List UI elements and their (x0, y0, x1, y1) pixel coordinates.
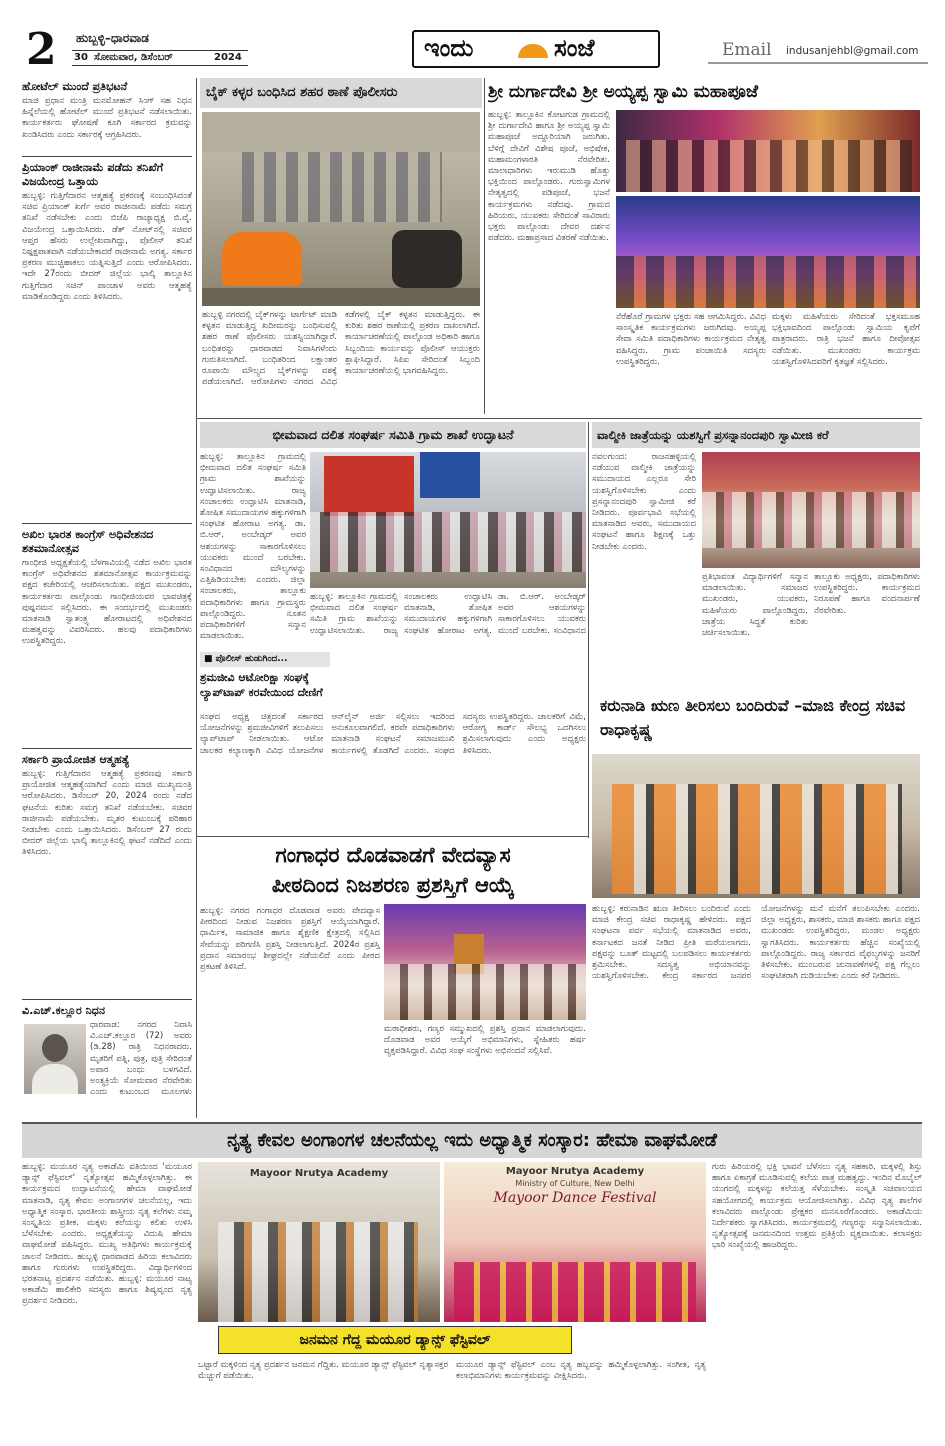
column-divider (588, 422, 589, 838)
bhimavada-story (200, 422, 586, 650)
story-body: ಹುಬ್ಬಳ್ಳಿ: ನಗರದ ಗಂಗಾಧರ ದೊಡವಾಡ ಅವರು ವೇದವ್ಯಾಸ ಪೀಠದಿಂದ ನೀಡುವ ನಿಜಶರಣ ಪ್ರಶಸ್ತಿಗೆ ಆಯ್ಕೆಯಾಗಿದ್ದಾರೆ. ಧಾರ್ಮಿಕ, ಸಾಮಾಜಿಕ ಹಾಗೂ ಶೈಕ್ಷಣಿಕ ಕ್ಷೇತ್ರದಲ್ಲಿ ಸಲ್ಲಿಸಿದ ಸೇವೆಯನ್ನು ಪರಿಗಣಿಸಿ ಪ್ರಶಸ್ತಿ ನೀಡಲಾಗುತ್ತಿದೆ. 2024ರ ಪ್ರಶಸ್ತಿ ಪ್ರದಾನ ಸಮಾರಂಭ ಶೀಘ್ರದಲ್ಲೇ ನಡೆಯಲಿದೆ ಎಂದು ಪೀಠದ ಪ್ರಕಟಣೆ ತಿಳಿಸಿದೆ. (200, 906, 380, 973)
news-photo (592, 754, 920, 898)
news-photo (702, 452, 920, 568)
section-divider (196, 418, 922, 419)
column-divider (484, 78, 485, 414)
story-body: ನೆರೆಹೊರೆ ಗ್ರಾಮಗಳ ಭಕ್ತರು ಸಹ ಆಗಮಿಸಿದ್ದರು. ವಿವಿಧ ಸಾಂಸ್ಕೃತಿಕ ಕಾರ್ಯಕ್ರಮಗಳು ಜರುಗಿದವು. ಅಯ್ಯಪ್ಪ ಸೇವಾ ಸಮಿತಿ ಪದಾಧಿಕಾರಿಗಳು ಕಾರ್ಯಕ್ರಮದ ನೇತೃತ್ವ ವಹಿಸಿದ್ದರು. ಗ್ರಾಮ ಪಂಚಾಯಿತಿ ಸದಸ್ಯರು ಉಪಸ್ಥಿತರಿದ್ದರು. (616, 312, 766, 367)
story-body: ಸಂಘದ ಅಧ್ಯಕ್ಷ ಚಿತ್ರದಂತೆ ಸರ್ಕಾರದ ಯೋಜನೆಗಳನ್ನು ಶ್ರಮಜೀವಿಗಳಿಗೆ ತಲುಪಿಸಲು ಲ್ಯಾಪ್‌ಟಾಪ್ ನೀಡಲಾಯಿತು. ಆಟೋ ಚಾಲಕರ ಕಲ್ಯಾಣಕ್ಕಾಗಿ ವಿವಿಧ ಯೋಜನೆಗಳ ಆನ್‌ಲೈನ್ ಅರ್ಜಿ ಸಲ್ಲಿಸಲು ಇದರಿಂದ ಅನುಕೂಲವಾಗಲಿದೆ. ಕರವೇ ಪದಾಧಿಕಾರಿಗಳು ಮಾತನಾಡಿ ಸಂಘಟನೆ ಸಮಾಜಮುಖಿ ಕಾರ್ಯಗಳಲ್ಲಿ ತೊಡಗಿದೆ ಎಂದರು. ಸಂಘದ ಸದಸ್ಯರು ಉಪಸ್ಥಿತರಿದ್ದರು. ಚಾಲಕರಿಗೆ ವಿಮೆ, ಆರೋಗ್ಯ ಕಾರ್ಡ್ ಸೌಲಭ್ಯ ಒದಗಿಸಲು ಶ್ರಮಿಸಲಾಗುವುದು ಎಂದು ಅಧ್ಯಕ್ಷರು ತಿಳಿಸಿದರು. (200, 712, 586, 756)
story-body: ಹುಬ್ಬಳ್ಳಿ: ತಾಲ್ಲೂಕಿನ ಕೋಟಗುಡ ಗ್ರಾಮದಲ್ಲಿ ಶ್ರೀ ದುರ್ಗಾದೇವಿ ಹಾಗೂ ಶ್ರೀ ಅಯ್ಯಪ್ಪ ಸ್ವಾಮಿ ಮಹಾಪೂಜೆ ಅದ್ದೂರಿಯಾಗಿ ಜರುಗಿತು. ಬೆಳಿಗ್ಗೆ ದೇವಿಗೆ ವಿಶೇಷ ಪೂಜೆ, ಅಭಿಷೇಕ, ಮಹಾಮಂಗಳಾರತಿ ನೆರವೇರಿತು. ಮಾಲಾಧಾರಿಗಳು ಇರುಮುಡಿ ಹೊತ್ತು ಭಕ್ತಿಯಿಂದ ಪಾಲ್ಗೊಂಡರು. ಗುರುಸ್ವಾಮಿಗಳ ನೇತೃತ್ವದಲ್ಲಿ ಪಡಿಪೂಜೆ, ಭಜನೆ ಕಾರ್ಯಕ್ರಮಗಳು ನಡೆದವು. ಗ್ರಾಮದ ಹಿರಿಯರು, ಯುವಕರು ಸೇರಿದಂತೆ ಸಾವಿರಾರು ಭಕ್ತರು ಪಾಲ್ಗೊಂಡು ದೇವರ ದರ್ಶನ ಪಡೆದರು. ಮಹಾಪ್ರಸಾದ ವಿತರಣೆ ನಡೆಯಿತು. (488, 110, 610, 244)
story-title: ಬೈಕ್ ಕಳ್ಳರ ಬಂಧಿಸಿದ ಶಹರ ಠಾಣೆ ಪೊಲೀಸರು (200, 78, 482, 108)
story-body: ಧಾರವಾಡ: ನಗರದ ನಿವಾಸಿ ವಿ.ಎಚ್.ಕಲ್ಲೂರ (72) ಅವರು (ಡಿ.28) ರಾತ್ರಿ ನಿಧನರಾದರು. ಮೃತರಿಗೆ ಪತ್ನಿ, ಪುತ್ರ, ಪುತ್ರಿ ಸೇರಿದಂತೆ ಅಪಾರ ಬಂಧು ಬಳಗವಿದೆ. ಅಂತ್ಯಕ್ರಿಯೆ ಸೋಮವಾರ ನೆರವೇರಿತು ಎಂದು ಕುಟುಂಬದ ಮೂಲಗಳು (90, 1020, 192, 1098)
story-title: ಹೋಟೆಲ್ ಮುಂದೆ ಪ್ರತಿಭಟನೆ (22, 80, 128, 93)
banner-text: Mayoor Dance Festival (493, 1190, 657, 1206)
story-body: ನವಲಗುಂದ: ರಾಜನಹಳ್ಳಿಯಲ್ಲಿ ನಡೆಯುವ ವಾಲ್ಮೀಕಿ ಜಾತ್ರೆಯನ್ನು ಸಮುದಾಯದ ಎಲ್ಲರೂ ಸೇರಿ ಯಶಸ್ವಿಗೊಳಿಸಬೇಕು ಎಂದು ಪ್ರಸನ್ನಾನಂದಪುರಿ ಸ್ವಾಮೀಜಿ ಕರೆ ನೀಡಿದರು. ಪೂರ್ವಭಾವಿ ಸಭೆಯಲ್ಲಿ ಮಾತನಾಡಿದ ಅವರು, ಸಮುದಾಯದ ಸಂಘಟನೆ ಹಾಗೂ ಶಿಕ್ಷಣಕ್ಕೆ ಒತ್ತು ನೀಡಬೇಕು ಎಂದರು. (592, 452, 696, 552)
dateline-city: ಹುಬ್ಬಳ್ಳಿ–ಧಾರವಾಡ (76, 31, 149, 45)
headline-line: ಪೀಠದಿಂದ ನಿಜಶರಣ ಪ್ರಶಸ್ತಿಗೆ ಆಯ್ಕೆ (271, 873, 515, 897)
masthead (0, 0, 945, 78)
left-column (22, 78, 192, 1118)
email-underline (708, 62, 928, 64)
dance-story (22, 1124, 922, 1424)
logo-left: ಇಂದು (424, 34, 474, 62)
news-photo (616, 110, 920, 192)
story-body: ಹುಬ್ಬಳ್ಳಿ: ಗುತ್ತಿಗೆದಾರನ ಆತ್ಮಹತ್ಯೆ ಪ್ರಕರಣವು ಸರ್ಕಾರಿ ಪ್ರಾಯೋಜಿತ ಆತ್ಮಹತ್ಯೆಯಾಗಿದೆ ಎಂದು ಮಾಜಿ ಮುಖ್ಯಮಂತ್ರಿ ಆರೋಪಿಸಿದರು. ಡಿಸೆಂಬರ್ 20, 2024 ರಂದು ನಡೆದ ಘಟನೆಯ ಕುರಿತು ಸಮಗ್ರ ತನಿಖೆ ನಡೆಯಬೇಕು. ಸಚಿವರ ರಾಜೀನಾಮೆ ಪಡೆಯಬೇಕು. ಮೃತರ ಕುಟುಂಬಕ್ಕೆ ಪರಿಹಾರ ನೀಡಬೇಕು ಎಂದು ಒತ್ತಾಯಿಸಿದರು. ಡಿಸೆಂಬರ್ 27 ರಂದು ಬೀದರ್ ಜಿಲ್ಲೆಯ ಭಾಲ್ಕಿ ತಾಲ್ಲೂಕಿನಲ್ಲಿ ಘಟನೆ ನಡೆದಿದೆ ಎಂದು ತಿಳಿಸಿದರು. (22, 769, 192, 858)
logo (412, 30, 660, 68)
karunadu-story (592, 690, 920, 1118)
story-body: ಒಟ್ಟಾರೆ ಮಕ್ಕಳಿಂದ ನೃತ್ಯ ಪ್ರದರ್ಶನ ಜನಮನ ಗೆದ್ದಿತು. ಮಯೂರ ಡ್ಯಾನ್ಸ್ ಫೆಸ್ಟಿವಲ್ ನೃತ್ಯಾಸಕ್ತರ ಮೆಚ್ಚುಗೆ ಪಡೆಯಿತು. (198, 1360, 448, 1382)
sun-icon (518, 44, 548, 58)
story-body: ಹುಬ್ಬಳ್ಳಿ: ಕರುನಾಡಿನ ಋಣ ತೀರಿಸಲು ಬಂದಿರುವೆ ಎಂದು ಮಾಜಿ ಕೇಂದ್ರ ಸಚಿವ ರಾಧಾಕೃಷ್ಣ ಹೇಳಿದರು. ಪಕ್ಷದ ಸಂಘಟನಾ ಪರ್ವ ಸಭೆಯಲ್ಲಿ ಮಾತನಾಡಿದ ಅವರು, ಕರ್ನಾಟಕದ ಜನತೆ ನೀಡಿದ ಪ್ರೀತಿ ಮರೆಯಲಾಗದು. ಪಕ್ಷವನ್ನು ಬೂತ್ ಮಟ್ಟದಲ್ಲಿ ಬಲಪಡಿಸಲು ಕಾರ್ಯಕರ್ತರು ಶ್ರಮಿಸಬೇಕು. ಸದಸ್ಯತ್ವ ಅಭಿಯಾನವನ್ನು ಯಶಸ್ವಿಗೊಳಿಸಬೇಕು. ಕೇಂದ್ರ ಸರ್ಕಾರದ ಜನಪರ ಯೋಜನೆಗಳನ್ನು ಮನೆ ಮನೆಗೆ ತಲುಪಿಸಬೇಕು ಎಂದರು. ಜಿಲ್ಲಾ ಅಧ್ಯಕ್ಷರು, ಶಾಸಕರು, ಮಾಜಿ ಶಾಸಕರು ಹಾಗೂ ಪಕ್ಷದ ಮುಖಂಡರು ಉಪಸ್ಥಿತರಿದ್ದರು. ಮಂಡಲ ಅಧ್ಯಕ್ಷರು ಸ್ವಾಗತಿಸಿದರು. ಕಾರ್ಯಕರ್ತರು ಹೆಚ್ಚಿನ ಸಂಖ್ಯೆಯಲ್ಲಿ ಪಾಲ್ಗೊಂಡಿದ್ದರು. ರಾಜ್ಯ ಸರ್ಕಾರದ ವೈಫಲ್ಯಗಳನ್ನು ಜನರಿಗೆ ತಿಳಿಸಬೇಕು. ಮುಂಬರುವ ಚುನಾವಣೆಗಳಲ್ಲಿ ಪಕ್ಷ ಗೆಲ್ಲಲು ಸಂಘಟಿತರಾಗಿ ದುಡಿಯಬೇಕು ಎಂದು ಕರೆ ನೀಡಿದರು. (592, 904, 920, 982)
story-body: ಮಕ್ಕಳು ಮಹಿಳೆಯರು ಸೇರಿದಂತೆ ಭಕ್ತಸಮೂಹ ಭಕ್ತಿಭಾವದಿಂದ ಪಾಲ್ಗೊಂಡು ಸ್ವಾಮಿಯ ಕೃಪೆಗೆ ಪಾತ್ರರಾದರು. ರಾತ್ರಿ ಭಜನೆ ಹಾಗೂ ದೀಪೋತ್ಸವ ನಡೆಯಿತು. ಮುಖಂಡರು ಕಾರ್ಯಕ್ರಮ ಯಶಸ್ವಿಗೊಳಿಸಿದವರಿಗೆ ಕೃತಜ್ಞತೆ ಸಲ್ಲಿಸಿದರು. (772, 312, 920, 367)
email-label: Email (722, 40, 772, 60)
email-address[interactable]: indusanjehbl@gmail.com (786, 45, 919, 57)
story-body: ಹುಬ್ಬಳ್ಳಿ ನಗರದಲ್ಲಿ ಬೈಕ್‌ಗಳನ್ನು ಟಾರ್ಗೆಟ್ ಮಾಡಿ ಕಳ್ಳತನ ಮಾಡುತ್ತಿದ್ದ ಖದೀಮರನ್ನು ಬಂಧಿಸುವಲ್ಲಿ ಶಹರ ಠಾಣೆ ಪೊಲೀಸರು ಯಶಸ್ವಿಯಾಗಿದ್ದಾರೆ. ಬಂಧಿತರನ್ನು ಧಾರವಾಡದ ನಿವಾಸಿಗಳೆಂದು ಗುರುತಿಸಲಾಗಿದೆ. ಬಂಧಿತರಿಂದ ಲಕ್ಷಾಂತರ ರೂಪಾಯಿ ಮೌಲ್ಯದ ಬೈಕ್‌ಗಳನ್ನು ವಶಕ್ಕೆ ಪಡೆಯಲಾಗಿದೆ. ಆರೋಪಿಗಳು ನಗರದ ವಿವಿಧ ಕಡೆಗಳಲ್ಲಿ ಬೈಕ್ ಕಳ್ಳತನ ಮಾಡುತ್ತಿದ್ದರು. ಈ ಕುರಿತು ಶಹರ ಠಾಣೆಯಲ್ಲಿ ಪ್ರಕರಣ ದಾಖಲಾಗಿದೆ. ಕಾರ್ಯಾಚರಣೆಯಲ್ಲಿ ಪಾಲ್ಗೊಂಡ ಅಧಿಕಾರಿ ಹಾಗೂ ಸಿಬ್ಬಂದಿಯ ಕಾರ್ಯವನ್ನು ಪೊಲೀಸ್ ಆಯುಕ್ತರು ಶ್ಲಾಘಿಸಿದ್ದಾರೆ. ಸಿಪಿಐ ಸೇರಿದಂತೆ ಸಿಬ್ಬಂದಿ ಕಾರ್ಯಾಚರಣೆಯಲ್ಲಿ ಭಾಗವಹಿಸಿದ್ದರು. (202, 310, 480, 388)
column-divider (196, 78, 197, 1118)
story-subhead: ಜನಮನ ಗೆದ್ದ ಮಯೂರ ಡ್ಯಾನ್ಸ್ ಫೆಸ್ಟಿವಲ್ (218, 1326, 572, 1354)
news-photo (616, 196, 920, 308)
story-body: ಹುಬ್ಬಳ್ಳಿ: ತಾಲ್ಲೂಕಿನ ಗ್ರಾಮದಲ್ಲಿ ಭೀಮವಾದ ದಲಿತ ಸಂಘರ್ಷ ಸಮಿತಿ ಗ್ರಾಮ ಶಾಖೆಯನ್ನು ಉದ್ಘಾಟಿಸಲಾಯಿತು. ರಾಜ್ಯ ಸಂಚಾಲಕರು ಉದ್ಘಾಟಿಸಿ ಮಾತನಾಡಿ, ಶೋಷಿತ ಸಮುದಾಯಗಳ ಹಕ್ಕುಗಳಿಗಾಗಿ ಸಂಘಟಿತ ಹೋರಾಟ ಅಗತ್ಯ. ಡಾ. ಬಿ.ಆರ್. ಅಂಬೇಡ್ಕರ್ ಅವರ ಆಶಯಗಳನ್ನು ಸಾಕಾರಗೊಳಿಸಲು ಯುವಕರು ಮುಂದೆ ಬರಬೇಕು. ಸಂವಿಧಾನದ ಮೌಲ್ಯಗಳನ್ನು ಎತ್ತಿಹಿಡಿಯಬೇಕು ಎಂದರು. ಜಿಲ್ಲಾ ಸಂಚಾಲಕರು, ತಾಲ್ಲೂಕು ಪದಾಧಿಕಾರಿಗಳು ಹಾಗೂ ಗ್ರಾಮಸ್ಥರು ಪಾಲ್ಗೊಂಡಿದ್ದರು. ನೂತನ ಪದಾಧಿಕಾರಿಗಳಿಗೆ ಸನ್ಮಾನ ಮಾಡಲಾಯಿತು. (200, 452, 306, 642)
banner-text: Mayoor Nrutya Academy (249, 1168, 389, 1179)
story-title: ಅಖಿಲ ಭಾರತ ಕಾಂಗ್ರೆಸ್ ಅಧಿವೇಶನದ ಶತಮಾನೋತ್ಸವ (22, 523, 192, 558)
story-body: ಹುಬ್ಬಳ್ಳಿ: ಗುತ್ತಿಗೆದಾರನ ಆತ್ಮಹತ್ಯೆ ಪ್ರಕರಣಕ್ಕೆ ಸಂಬಂಧಿಸಿದಂತೆ ಸಚಿವ ಪ್ರಿಯಾಂಕ್ ಖರ್ಗೆ ಅವರ ರಾಜೀನಾಮೆ ಪಡೆದು ಸಮಗ್ರ ತನಿಖೆ ನಡೆಸಬೇಕು ಎಂದು ಬಿಜೆಪಿ ರಾಜ್ಯಾಧ್ಯಕ್ಷ ಬಿ.ವೈ. ವಿಜಯೇಂದ್ರ ಒತ್ತಾಯಿಸಿದರು. ಡೆತ್ ನೋಟ್‌ನಲ್ಲಿ ಸಚಿವರ ಆಪ್ತರ ಹೆಸರು ಉಲ್ಲೇಖವಾಗಿದ್ದು, ಪೊಲೀಸ್ ತನಿಖೆ ನಿಷ್ಪಕ್ಷಪಾತವಾಗಿ ನಡೆಯಬೇಕಾದರೆ ರಾಜೀನಾಮೆ ಅಗತ್ಯ. ಸರ್ಕಾರ ಪ್ರಕರಣ ಮುಚ್ಚಿಹಾಕಲು ಯತ್ನಿಸುತ್ತಿದೆ ಎಂದು ಆರೋಪಿಸಿದರು. ಇದೇ 27ರಂದು ಬೀದರ್ ಜಿಲ್ಲೆಯ ಭಾಲ್ಕಿ ತಾಲ್ಲೂಕಿನ ಗುತ್ತಿಗೆದಾರ ಸಚಿನ್ ಪಾಂಚಾಳ ಅವರು ಆತ್ಮಹತ್ಯೆ ಮಾಡಿಕೊಂಡಿದ್ದರು ಎಂದು ತಿಳಿಸಿದರು. (22, 191, 192, 302)
story-body: ಗಾಂಧೀಜಿ ಅಧ್ಯಕ್ಷತೆಯಲ್ಲಿ ಬೆಳಗಾವಿಯಲ್ಲಿ ನಡೆದ ಅಖಿಲ ಭಾರತ ಕಾಂಗ್ರೆಸ್ ಅಧಿವೇಶನದ ಶತಮಾನೋತ್ಸವ ಕಾರ್ಯಕ್ರಮವನ್ನು ಪಕ್ಷದ ಕಚೇರಿಯಲ್ಲಿ ಆಚರಿಸಲಾಯಿತು. ಪಕ್ಷದ ಮುಖಂಡರು, ಕಾರ್ಯಕರ್ತರು ಪಾಲ್ಗೊಂಡು ಗಾಂಧೀಜಿಯವರ ಭಾವಚಿತ್ರಕ್ಕೆ ಪುಷ್ಪನಮನ ಸಲ್ಲಿಸಿದರು. ಈ ಸಂದರ್ಭದಲ್ಲಿ ಮುಖಂಡರು ಮಾತನಾಡಿ ಸ್ವಾತಂತ್ರ್ಯ ಹೋರಾಟದಲ್ಲಿ ಅಧಿವೇಶನದ ಮಹತ್ವವನ್ನು ವಿವರಿಸಿದರು. ಹಲವು ಪದಾಧಿಕಾರಿಗಳು ಉಪಸ್ಥಿತರಿದ್ದರು. (22, 558, 192, 647)
labour-story (200, 652, 586, 832)
story-body: ಹುಬ್ಬಳ್ಳಿ: ಮಯೂರ ನೃತ್ಯ ಅಕಾಡೆಮಿ ವತಿಯಿಂದ 'ಮಯೂರ ಡ್ಯಾನ್ಸ್ ಫೆಸ್ಟಿವಲ್' ನೃತ್ಯೋತ್ಸವ ಹಮ್ಮಿಕೊಳ್ಳಲಾಗಿತ್ತು. ಈ ಕಾರ್ಯಕ್ರಮದ ಉದ್ಘಾಟನೆಯಲ್ಲಿ ಹೇಮಾ ವಾಘಮೋಡೆ ಮಾತನಾಡಿ, ನೃತ್ಯ ಕೇವಲ ಅಂಗಾಂಗಗಳ ಚಲನೆಯಲ್ಲ, ಇದು ಅಧ್ಯಾತ್ಮಿಕ ಸಂಸ್ಕಾರ. ಭಾರತೀಯ ಶಾಸ್ತ್ರೀಯ ನೃತ್ಯ ಕಲೆಗಳು ನಮ್ಮ ಸಂಸ್ಕೃತಿಯ ಪ್ರತೀಕ. ಮಕ್ಕಳು ಕಲೆಯನ್ನು ಕಲಿತು ಉಳಿಸಿ ಬೆಳೆಸಬೇಕು ಎಂದರು. ಅಧ್ಯಕ್ಷತೆಯನ್ನು ವಿದುಷಿ ಹೇಮಾ ವಾಘಮೋಡೆ ವಹಿಸಿದ್ದರು. ಮುಖ್ಯ ಅತಿಥಿಗಳು ಕಾರ್ಯಕ್ರಮಕ್ಕೆ ಚಾಲನೆ ನೀಡಿದರು. ಹುಬ್ಬಳ್ಳಿ ಧಾರವಾಡದ ಹಿರಿಯ ಕಲಾವಿದರು ಹಾಗೂ ಗುರುಗಳು ಉಪಸ್ಥಿತರಿದ್ದರು. ವಿದ್ಯಾರ್ಥಿಗಳಿಂದ ಭರತನಾಟ್ಯ ಪ್ರದರ್ಶನ ನಡೆಯಿತು. ಹುಬ್ಬಳ್ಳಿ: ಮಯೂರ ನಾಟ್ಯ ಅಕಾಡೆಮಿ ಹಾಲಿಕೇರಿ ಸದಸ್ಯರು ಹಾಗೂ ಶಿಷ್ಯವೃಂದ ನೃತ್ಯ ಪ್ರದರ್ಶನ ನೀಡಿದರು. (22, 1162, 192, 1307)
story-title: ಸರ್ಕಾರಿ ಪ್ರಾಯೋಜಿತ ಆತ್ಮಹತ್ಯೆ (22, 748, 192, 769)
news-photo (202, 112, 480, 306)
story-body: ಗುರು ಹಿರಿಯರಲ್ಲಿ ಭಕ್ತಿ ಭಾವನೆ ಬೆಳೆಸಲು ನೃತ್ಯ ಸಹಕಾರಿ. ಮಕ್ಕಳಲ್ಲಿ ಶಿಸ್ತು ಹಾಗೂ ಏಕಾಗ್ರತೆ ಮೂಡಿಸುವಲ್ಲಿ ಕಲೆಯ ಪಾತ್ರ ಮಹತ್ವದ್ದು. ಇಂದಿನ ಮೊಬೈಲ್ ಯುಗದಲ್ಲಿ ಮಕ್ಕಳನ್ನು ಕಲೆಯತ್ತ ಸೆಳೆಯಬೇಕು. ಸಂಸ್ಕೃತಿ ಸಚಿವಾಲಯದ ಸಹಯೋಗದಲ್ಲಿ ಕಾರ್ಯಕ್ರಮ ಆಯೋಜಿಸಲಾಗಿತ್ತು. ವಿವಿಧ ನೃತ್ಯ ಶಾಲೆಗಳ ಕಲಾವಿದರು ಪಾಲ್ಗೊಂಡು ಪ್ರೇಕ್ಷಕರ ಮನಸೂರೆಗೊಂಡರು. ಅಕಾಡೆಮಿಯ ನಿರ್ದೇಶಕರು ಸ್ವಾಗತಿಸಿದರು. ಕಾರ್ಯಕ್ರಮದಲ್ಲಿ ಗಣ್ಯರನ್ನು ಸನ್ಮಾನಿಸಲಾಯಿತು. ನೃತ್ಯೋತ್ಸವಕ್ಕೆ ಜನಮನದಿಂದ ಉತ್ತಮ ಪ್ರತಿಕ್ರಿಯೆ ವ್ಯಕ್ತವಾಯಿತು. ಕಲಾಸಕ್ತರು ಭಾರಿ ಸಂಖ್ಯೆಯಲ್ಲಿ ಹಾಜರಿದ್ದರು. (712, 1162, 922, 1251)
date-text: ಸೋಮವಾರ, ಡಿಸೆಂಬರ್ (94, 52, 173, 63)
story-title: ಶ್ರೀ ದುರ್ಗಾದೇವಿ ಶ್ರೀ ಅಯ್ಯಪ್ಪ ಸ್ವಾಮಿ ಮಹಾಪೂಜೆ (488, 82, 759, 102)
news-photo (444, 1162, 706, 1322)
story-body: ಮಯೂರ ಡ್ಯಾನ್ಸ್ ಫೆಸ್ಟಿವಲ್ ಎಂಬ ನೃತ್ಯ ಹಬ್ಬವನ್ನು ಹಮ್ಮಿಕೊಳ್ಳಲಾಗಿತ್ತು. ಸಂಗೀತ, ನೃತ್ಯ ಕಲಾಭಿಮಾನಿಗಳು ಕಾರ್ಯಕ್ರಮವನ್ನು ವೀಕ್ಷಿಸಿದರು. (456, 1360, 706, 1382)
story-kicker: ■ ಪೊಲೀಸ್ ಹುಡುಗಿಂದ... (200, 652, 330, 667)
story-title: ಕರುನಾಡಿ ಋಣ ತೀರಿಸಲು ಬಂದಿರುವೆ –ಮಾಜಿ ಕೇಂದ್ರ ಸಚಿವ ರಾಧಾಕೃಷ್ಣ (600, 696, 906, 739)
story-title: ವಿ.ಎಚ್.ಕಲ್ಲೂರ ನಿಧನ (22, 999, 192, 1020)
section-divider (196, 836, 588, 837)
news-photo (310, 452, 586, 588)
story-title: ಭೀಮವಾದ ದಲಿತ ಸಂಘರ್ಷ ಸಮಿತಿ ಗ್ರಾಮ ಶಾಖೆ ಉದ್ಘಾಟನೆ (200, 422, 586, 448)
story-body: ಪ್ರತಿಭಾವಂತ ವಿದ್ಯಾರ್ಥಿಗಳಿಗೆ ಸನ್ಮಾನ ಮಾಡಲಾಯಿತು. ಸಮಾಜದ ಮುಖಂಡರು, ಯುವಕರು, ಮಹಿಳೆಯರು ಪಾಲ್ಗೊಂಡಿದ್ದರು. ಜಾತ್ರೆಯ ಸಿದ್ಧತೆ ಕುರಿತು ಚರ್ಚಿಸಲಾಯಿತು. (702, 572, 808, 639)
page-number: 2 (26, 28, 57, 72)
logo-right: ಸಂಜೆ (554, 34, 595, 62)
headline-line: ಗಂಗಾಧರ ದೊಡವಾಡಗೆ ವೇದವ್ಯಾಸ (275, 843, 511, 867)
story-title: ಶ್ರಮಜೀವಿ ಆಟೋರಿಕ್ಷಾ ಸಂಘಕ್ಕೆ ಲ್ಯಾಪ್‌ಟಾಪ್ ಕರವೇಯಿಂದ ದೇಣಿಗೆ (200, 671, 323, 699)
story-body: ಮಠಾಧೀಶರು, ಗಣ್ಯರ ಸಮ್ಮುಖದಲ್ಲಿ ಪ್ರಶಸ್ತಿ ಪ್ರದಾನ ಮಾಡಲಾಗುವುದು. ದೊಡವಾಡ ಅವರ ಆಯ್ಕೆಗೆ ಅಭಿಮಾನಿಗಳು, ಸ್ನೇಹಿತರು ಹರ್ಷ ವ್ಯಕ್ತಪಡಿಸಿದ್ದಾರೆ. ವಿವಿಧ ಸಂಘ ಸಂಸ್ಥೆಗಳು ಅಭಿನಂದನೆ ಸಲ್ಲಿಸಿವೆ. (384, 1024, 586, 1057)
banner-text: Ministry of Culture, New Delhi (515, 1179, 635, 1188)
news-photo (198, 1162, 440, 1322)
story-title: ವಾಲ್ಮೀಕಿ ಜಾತ್ರೆಯನ್ನು ಯಶಸ್ವಿಗೆ ಪ್ರಸನ್ನಾನಂದಪುರಿ ಸ್ವಾಮೀಜಿ ಕರೆ (592, 422, 920, 448)
story-body: ತಾಲ್ಲೂಕು ಅಧ್ಯಕ್ಷರು, ಪದಾಧಿಕಾರಿಗಳು ಉಪಸ್ಥಿತರಿದ್ದರು. ಕಾರ್ಯಕ್ರಮದ ನಿರೂಪಣೆ ಹಾಗೂ ವಂದನಾರ್ಪಣೆ ನೆರವೇರಿತು. (814, 572, 920, 616)
valmiki-story (592, 422, 920, 688)
story-body: ಹುಬ್ಬಳ್ಳಿ: ತಾಲ್ಲೂಕಿನ ಗ್ರಾಮದಲ್ಲಿ ಭೀಮವಾದ ದಲಿತ ಸಂಘರ್ಷ ಸಮಿತಿ ಗ್ರಾಮ ಶಾಖೆಯನ್ನು ಉದ್ಘಾಟಿಸಲಾಯಿತು. ರಾಜ್ಯ ಸಂಚಾಲಕರು ಉದ್ಘಾಟಿಸಿ ಮಾತನಾಡಿ, ಶೋಷಿತ ಸಮುದಾಯಗಳ ಹಕ್ಕುಗಳಿಗಾಗಿ ಸಂಘಟಿತ ಹೋರಾಟ ಅಗತ್ಯ. ಡಾ. ಬಿ.ಆರ್. ಅಂಬೇಡ್ಕರ್ ಅವರ ಆಶಯಗಳನ್ನು ಸಾಕಾರಗೊಳಿಸಲು ಯುವಕರು ಮುಂದೆ ಬರಬೇಕು. ಸಂವಿಧಾನದ (310, 592, 586, 636)
email-block (708, 36, 938, 66)
news-photo (384, 904, 586, 1020)
banner-text: Mayoor Nrutya Academy (505, 1166, 645, 1177)
durgadevi-story (488, 78, 920, 416)
dateline-bar (72, 50, 248, 66)
obituary-photo (24, 1024, 86, 1094)
bike-story (200, 78, 482, 392)
date-year: 2024 (214, 52, 242, 63)
date-day: 30 (74, 52, 88, 63)
story-title: ನೃತ್ಯ ಕೇವಲ ಅಂಗಾಂಗಳ ಚಲನೆಯಲ್ಲ ಇದು ಅಧ್ಯಾತ್ಮಿಕ ಸಂಸ್ಕಾರ: ಹೇಮಾ ವಾಘಮೋಡೆ (22, 1124, 922, 1158)
story-title: ಪ್ರಿಯಾಂಕ್ ರಾಜೀನಾಮೆ ಪಡೆದು ತನಿಖೆಗೆ ವಿಜಯೇಂದ್ರ ಒತ್ತಾಯ (22, 156, 192, 191)
gangadhar-story (200, 840, 586, 1118)
story-body: ಮಾಜಿ ಪ್ರಧಾನ ಮಂತ್ರಿ ಮನಮೋಹನ್ ಸಿಂಗ್ ಸಹ ನಿಧನ ಹಿನ್ನೆಲೆಯಲ್ಲಿ ಹೋಟೆಲ್ ಮುಂದೆ ಪ್ರತಿಭಟನೆ ನಡೆಸಲಾಯಿತು. ಕಾರ್ಯಕರ್ತರು ಘೋಷಣೆ ಕೂಗಿ ಸರ್ಕಾರದ ಕ್ರಮವನ್ನು ಖಂಡಿಸಿದರು ಎಂದು ಸರ್ಕಾರಕ್ಕೆ ಆಗ್ರಹಿಸಿದರು. (22, 96, 192, 140)
